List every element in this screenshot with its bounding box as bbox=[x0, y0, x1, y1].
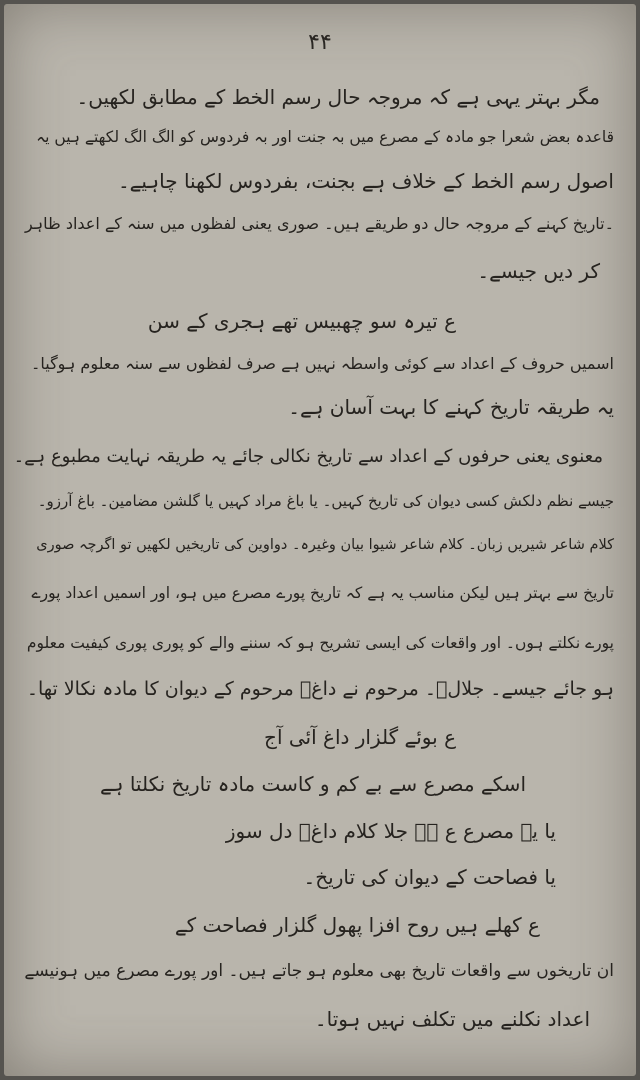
text-line-6: اسمیں حروف کے اعداد سے کوئی واسطہ نہیں ہے صرف لفظوں سے سنہ معلوم ہوگیا۔ bbox=[30, 354, 614, 373]
verse-line-2: ع بوئے گلزار داغ آئی آج bbox=[264, 725, 456, 749]
text-line-1: مگر بہتر یہی ہے کہ مروجہ حال رسم الخط کے مطابق لکھیں۔ bbox=[76, 85, 600, 109]
text-line-17: ان تاریخوں سے واقعات تاریخ بھی معلوم ہو جاتے ہیں۔ اور پورے مصرع میں ہونیسے bbox=[24, 961, 614, 981]
text-line-8: معنوی یعنی حرفوں کے اعداد سے تاریخ نکالی جائے یہ طریقہ نہایت مطبوع ہے۔ bbox=[13, 446, 603, 467]
text-line-7: یہ طریقہ تاریخ کہنے کا بہت آسان ہے۔ bbox=[288, 395, 614, 419]
text-line-15: یا یہ مصرع ع ہے جلا کلام داغؔ دل سوز bbox=[225, 819, 556, 843]
text-line-2: قاعدہ بعض شعرا جو مادہ کے مصرع میں بہ جنت اور بہ فردوس کو الگ الگ لکھتے ہیں یہ bbox=[36, 128, 614, 146]
text-line-16: یا فصاحت کے دیوان کی تاریخ۔ bbox=[303, 865, 556, 889]
text-line-5: کر دیں جیسے۔ bbox=[477, 259, 600, 283]
text-line-12: پورے نکلتے ہوں۔ اور واقعات کی ایسی تشریح ہو کہ سننے والے کو پوری پوری کیفیت معلوم bbox=[26, 634, 614, 652]
verse-line-1: ع تیرہ سو چھبیس تھے ہجری کے سن bbox=[147, 309, 456, 333]
page-number: ۴۴ bbox=[308, 30, 332, 55]
text-line-18: اعداد نکلنے میں تکلف نہیں ہوتا۔ bbox=[314, 1007, 590, 1031]
text-line-4: ۔تاریخ کہنے کے مروجہ حال دو طریقے ہیں۔ صوری یعنی لفظوں میں سنہ کے اعداد ظاہر bbox=[24, 214, 614, 233]
verse-line-3: ع کھلے ہیں روح افزا پھول گلزار فصاحت کے bbox=[174, 913, 540, 937]
text-line-11: تاریخ سے بہتر ہیں لیکن مناسب یہ ہے کہ تاریخ پورے مصرع میں ہو، اور اسمیں اعداد پورے bbox=[31, 584, 614, 602]
book-page bbox=[4, 4, 636, 1076]
text-line-9: جیسے نظم دلکش کسی دیوان کی تاریخ کہیں۔ یا باغ مراد کہیں یا گلشن مضامین۔ باغ آرزو۔ bbox=[37, 492, 614, 510]
text-line-14: اسکے مصرع سے بے کم و کاست مادہ تاریخ نکلتا ہے bbox=[100, 772, 526, 796]
text-line-10: کلام شاعر شیریں زبان۔ کلام شاعر شیوا بیان وغیرہ۔ دواوین کی تاریخیں لکھیں تو اگرچہ صوری bbox=[36, 537, 614, 553]
text-line-3: اصول رسم الخط کے خلاف ہے بجنت، بفردوس لکھنا چاہیے۔ bbox=[117, 169, 614, 193]
text-line-13: ہو جائے جیسے۔ جلالؔ۔ مرحوم نے داغؔ مرحوم کے دیوان کا مادہ نکالا تھا۔ bbox=[26, 678, 614, 700]
